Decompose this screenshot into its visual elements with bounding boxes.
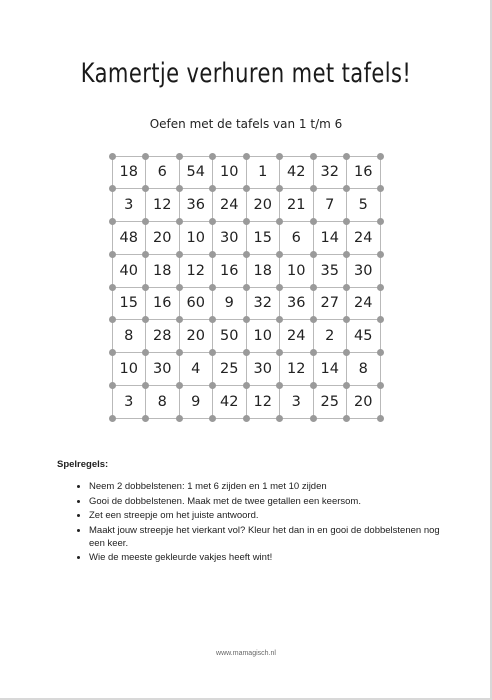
grid-dot [377, 382, 384, 389]
grid-cell[interactable]: 12 [153, 197, 172, 214]
grid-dot [310, 218, 317, 225]
grid-dot [276, 218, 283, 225]
grid-cell[interactable]: 50 [220, 328, 239, 345]
grid-dot [243, 415, 250, 422]
grid-dot [176, 218, 183, 225]
grid-dot [209, 284, 216, 291]
grid-dot [343, 382, 350, 389]
grid-cell[interactable]: 3 [124, 393, 134, 410]
grid-cell[interactable]: 12 [253, 393, 272, 410]
grid-dot [310, 185, 317, 192]
grid-dot [276, 382, 283, 389]
grid-cell[interactable]: 14 [320, 360, 339, 377]
grid-cell[interactable]: 18 [153, 262, 172, 279]
rules-section [57, 459, 457, 566]
grid-cell[interactable]: 24 [220, 197, 239, 214]
grid-dot [276, 284, 283, 291]
grid-cell[interactable]: 12 [186, 262, 205, 279]
grid-dot [243, 284, 250, 291]
rule-item: • Gooi de dobbelstenen. Maak met de twee getallen een keersom. [89, 495, 457, 508]
grid-dot [310, 316, 317, 323]
grid-cell[interactable]: 42 [220, 393, 239, 410]
grid-cell[interactable]: 21 [287, 197, 306, 214]
grid-dot [343, 251, 350, 258]
grid-cell[interactable]: 2 [325, 328, 335, 345]
grid-dot [310, 415, 317, 422]
grid-dot [142, 382, 149, 389]
grid-cell[interactable]: 20 [186, 328, 205, 345]
grid-cell[interactable]: 3 [124, 197, 134, 214]
grid-dot [343, 415, 350, 422]
grid-dot [377, 349, 384, 356]
grid-dot [243, 185, 250, 192]
grid-cell[interactable]: 40 [119, 262, 138, 279]
grid-cell[interactable]: 30 [354, 262, 373, 279]
grid-dot [209, 382, 216, 389]
grid-dot [109, 382, 116, 389]
grid-dot [209, 415, 216, 422]
grid-cell[interactable]: 6 [291, 229, 301, 246]
grid-cell[interactable]: 9 [224, 295, 234, 312]
rules-list [57, 480, 457, 564]
grid-dot [343, 349, 350, 356]
grid-dot [109, 251, 116, 258]
grid-dot [109, 316, 116, 323]
number-grid [112, 156, 380, 418]
grid-dot [176, 284, 183, 291]
grid-cell[interactable]: 24 [354, 229, 373, 246]
grid-cell[interactable]: 36 [186, 197, 205, 214]
grid-dot [310, 153, 317, 160]
grid-cell[interactable]: 3 [291, 393, 301, 410]
grid-dot [310, 382, 317, 389]
grid-dot [243, 316, 250, 323]
grid-cell[interactable]: 5 [358, 197, 368, 214]
grid-cell[interactable]: 16 [354, 164, 373, 181]
grid-dot [176, 251, 183, 258]
grid-cell[interactable]: 15 [119, 295, 138, 312]
grid-cell[interactable]: 10 [253, 328, 272, 345]
grid-dot [176, 382, 183, 389]
grid-dot [343, 284, 350, 291]
grid-dot [142, 349, 149, 356]
grid-cell[interactable]: 25 [220, 360, 239, 377]
grid-dot [276, 153, 283, 160]
grid-cell[interactable]: 30 [153, 360, 172, 377]
grid-dot [209, 153, 216, 160]
grid-dot [377, 185, 384, 192]
grid-dot [377, 251, 384, 258]
grid-dot [109, 284, 116, 291]
grid-dot [276, 415, 283, 422]
grid-cell[interactable]: 20 [354, 393, 373, 410]
page-subtitle: Oefen met de tafels van 1 t/m 6 [149, 117, 343, 131]
grid-cell[interactable]: 35 [320, 262, 339, 279]
grid-cell[interactable]: 60 [186, 295, 205, 312]
grid-dot [343, 218, 350, 225]
footer-url: www.mamagisch.nl [216, 650, 276, 657]
grid-cell[interactable]: 30 [253, 360, 272, 377]
grid-dot [176, 415, 183, 422]
grid-dot [377, 284, 384, 291]
grid-dot [109, 218, 116, 225]
grid-cell[interactable]: 42 [287, 164, 306, 181]
grid-cell[interactable]: 4 [191, 360, 201, 377]
grid-cell[interactable]: 14 [320, 229, 339, 246]
rule-item: • Wie de meeste gekleurde vakjes heeft wint! [89, 551, 457, 564]
grid-cell[interactable]: 1 [258, 164, 268, 181]
grid-dot [377, 218, 384, 225]
grid-dot [176, 185, 183, 192]
grid-cell[interactable]: 48 [119, 229, 138, 246]
grid-dot [142, 415, 149, 422]
grid-dot [176, 153, 183, 160]
grid-cell[interactable]: 7 [325, 197, 335, 214]
grid-dot [310, 349, 317, 356]
rule-item: • Neem 2 dobbelstenen: 1 met 6 zijden en 1 met 10 zijden [89, 480, 457, 493]
grid-dot [310, 251, 317, 258]
grid-dot [243, 349, 250, 356]
grid-cell[interactable]: 10 [220, 164, 239, 181]
grid-dot [209, 251, 216, 258]
grid-cell[interactable]: 54 [186, 164, 205, 181]
grid-cell[interactable]: 10 [119, 360, 138, 377]
grid-dot [176, 349, 183, 356]
grid-cell[interactable]: 10 [186, 229, 205, 246]
grid-dot [243, 251, 250, 258]
grid-dot [310, 284, 317, 291]
grid-cell[interactable]: 12 [287, 360, 306, 377]
grid-dot [209, 218, 216, 225]
rule-item: • Zet een streepje om het juiste antwoord. [89, 509, 457, 522]
grid-cell[interactable]: 18 [253, 262, 272, 279]
grid-dot [142, 284, 149, 291]
grid-dot [276, 349, 283, 356]
grid-dot [109, 349, 116, 356]
grid-dot [276, 251, 283, 258]
grid-dot [109, 415, 116, 422]
grid-cell[interactable]: 24 [287, 328, 306, 345]
grid-cell[interactable]: 24 [354, 295, 373, 312]
grid-dot [109, 185, 116, 192]
grid-dot [377, 153, 384, 160]
grid-dot [176, 316, 183, 323]
grid-dot [109, 153, 116, 160]
grid-dot [377, 415, 384, 422]
grid-cell[interactable]: 32 [320, 164, 339, 181]
grid-cell[interactable]: 32 [253, 295, 272, 312]
rule-item: • Maakt jouw streepje het vierkant vol? Kleur het dan in en gooi de dobbelstenen nog een keer. [89, 524, 457, 550]
grid-cell[interactable]: 15 [253, 229, 272, 246]
grid-cell[interactable]: 20 [153, 229, 172, 246]
grid-dot [142, 218, 149, 225]
grid-cell[interactable]: 30 [220, 229, 239, 246]
grid-cell[interactable]: 25 [320, 393, 339, 410]
grid-dot [377, 316, 384, 323]
grid-cell[interactable]: 20 [253, 197, 272, 214]
grid-cell[interactable]: 8 [157, 393, 167, 410]
grid-cell[interactable]: 16 [220, 262, 239, 279]
grid-cell[interactable]: 8 [124, 328, 134, 345]
grid-cell[interactable]: 36 [287, 295, 306, 312]
grid-cell[interactable]: 9 [191, 393, 201, 410]
grid-cell[interactable]: 16 [153, 295, 172, 312]
grid-dot [209, 349, 216, 356]
grid-dot [243, 153, 250, 160]
grid-cell[interactable]: 28 [153, 328, 172, 345]
grid-dot [343, 153, 350, 160]
grid-cell[interactable]: 10 [287, 262, 306, 279]
grid-dot [142, 251, 149, 258]
grid-dot [142, 153, 149, 160]
grid-cell[interactable]: 27 [320, 295, 339, 312]
grid-dot [243, 218, 250, 225]
rules-heading: Spelregels: [57, 459, 109, 470]
page-title: Kamertje verhuren met tafels! [80, 58, 412, 89]
grid-cell[interactable]: 6 [157, 164, 167, 181]
grid-cell[interactable]: 8 [358, 360, 368, 377]
grid-cell[interactable]: 45 [354, 328, 373, 345]
grid-dot [243, 382, 250, 389]
grid-cell[interactable]: 18 [119, 164, 138, 181]
